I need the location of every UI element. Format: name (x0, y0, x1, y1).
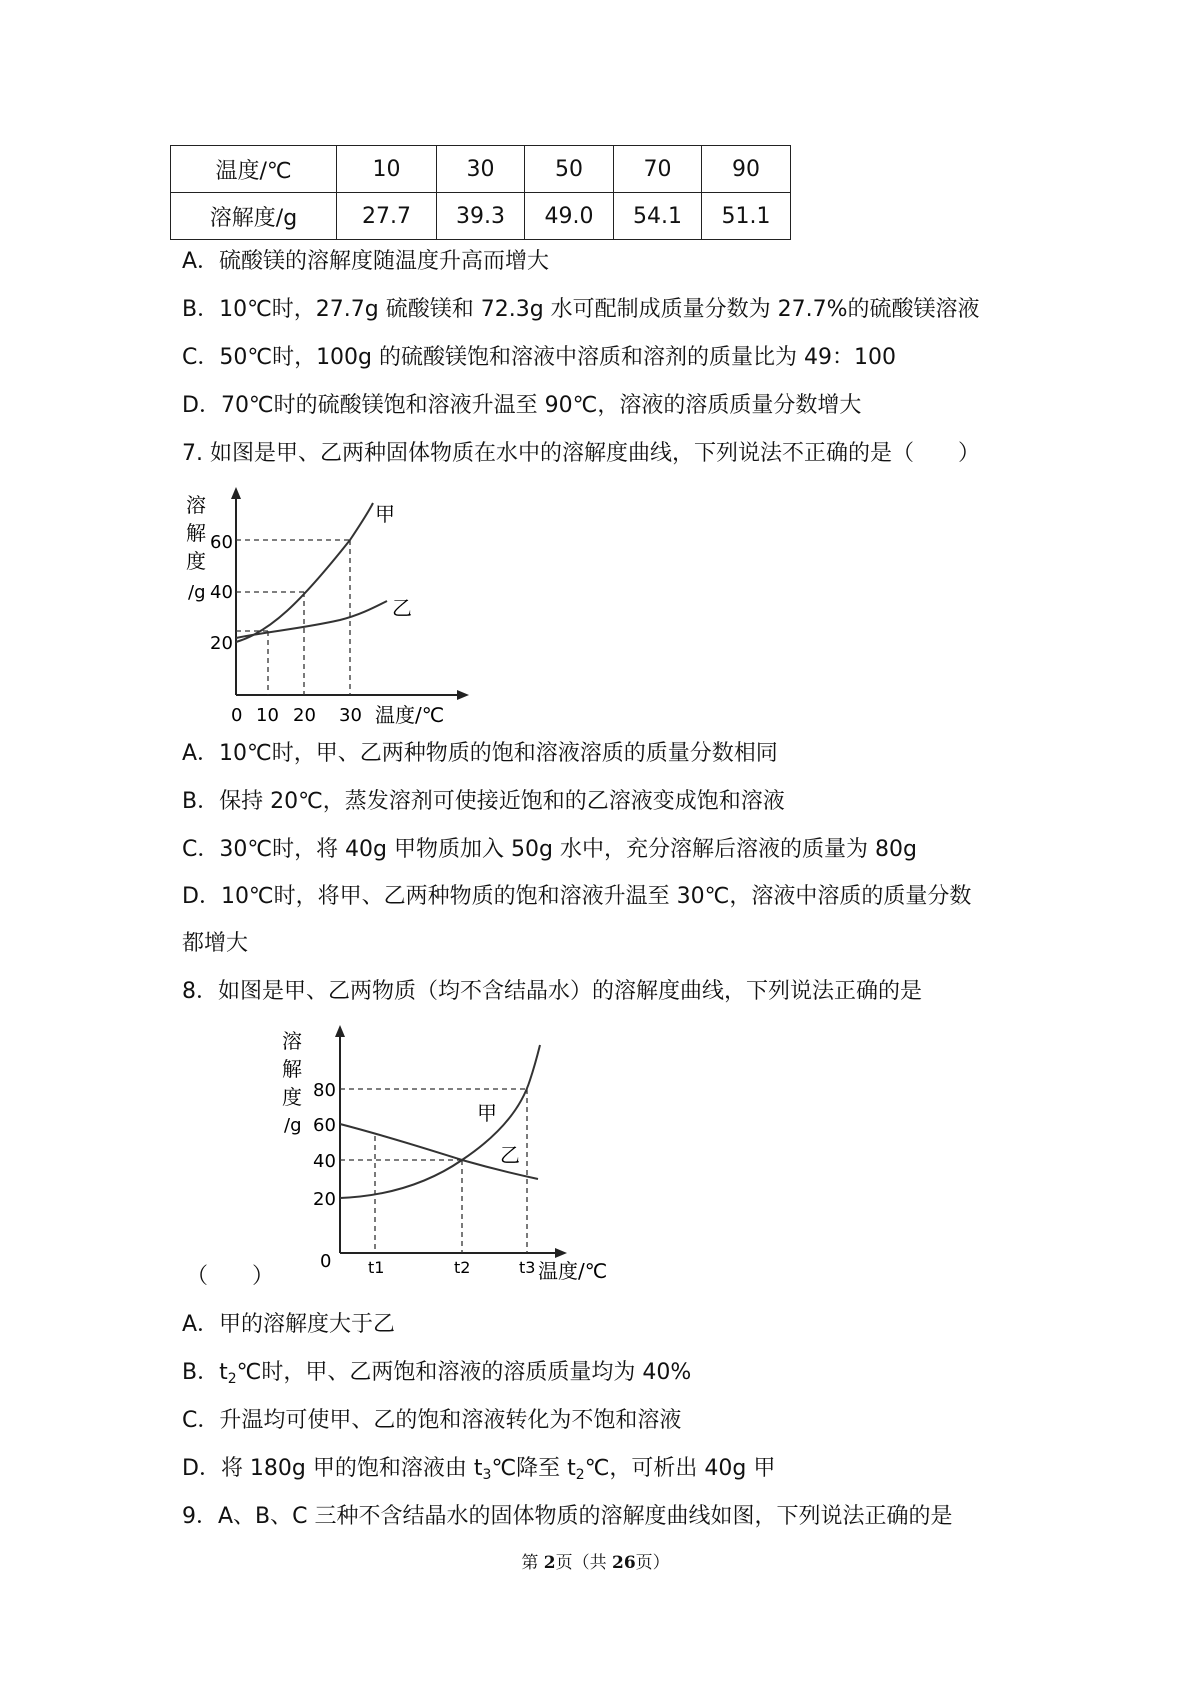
y-axis-arrow-icon (231, 487, 241, 499)
table-header-solubility: 溶解度/g (171, 193, 337, 240)
subscript: 2 (575, 1467, 585, 1483)
q8-solubility-figure (280, 1020, 620, 1285)
table-cell: 90 (702, 146, 791, 193)
x-tick-label: 10 (256, 705, 279, 726)
x-axis-label: 温度/℃ (375, 703, 445, 727)
q6-option-d: D．70℃时的硫酸镁饱和溶液升温至 90℃，溶液的溶质质量分数增大 (182, 393, 862, 418)
y-axis-label-char: 度 (186, 549, 206, 573)
x-axis-arrow-icon (555, 1248, 567, 1258)
q9-stem: 9．A、B、C 三种不含结晶水的固体物质的溶解度曲线如图，下列说法正确的是 (182, 1504, 953, 1529)
q6-option-c: C．50℃时，100g 的硫酸镁饱和溶液中溶质和溶剂的质量比为 49：100 (182, 345, 896, 370)
q8-option-d (182, 1454, 775, 1490)
subscript: 3 (482, 1467, 492, 1483)
y-axis-arrow-icon (335, 1025, 345, 1037)
table-cell: 10 (337, 146, 437, 193)
q6-option-a: A．硫酸镁的溶解度随温度升高而增大 (182, 249, 550, 274)
footer-text: 第 (521, 1553, 544, 1573)
table-row (171, 193, 791, 240)
y-tick-label: 20 (313, 1189, 336, 1210)
y-axis-label-char: /g (188, 582, 206, 603)
x-tick-label-origin: 0 (320, 1251, 332, 1272)
y-tick-label: 40 (313, 1151, 336, 1172)
y-tick-label: 20 (210, 633, 233, 654)
q7-solubility-figure (180, 485, 480, 735)
table-cell: 27.7 (337, 193, 437, 240)
table-header-temperature: 温度/℃ (171, 146, 337, 193)
q8-option-b-text: ℃时，甲、乙两饱和溶液的溶质质量均为 40% (236, 1360, 692, 1385)
q8-stem: 8．如图是甲、乙两物质（均不含结晶水）的溶解度曲线，下列说法正确的是 (182, 979, 922, 1004)
q8-option-d-text: D．将 180g 甲的饱和溶液由 t (182, 1456, 483, 1481)
q7-stem: 7. 如图是甲、乙两种固体物质在水中的溶解度曲线，下列说法不正确的是（ ） (182, 441, 980, 466)
y-axis-label-char: 解 (282, 1057, 302, 1081)
q8-option-b-text: B．t (182, 1360, 228, 1385)
x-tick-label: t1 (368, 1258, 385, 1277)
x-tick-label: t3 (519, 1258, 536, 1277)
subscript: 2 (227, 1371, 237, 1387)
table-cell: 70 (614, 146, 702, 193)
q8-option-c: C．升温均可使甲、乙的饱和溶液转化为不饱和溶液 (182, 1408, 682, 1433)
page-total: 26 (611, 1553, 636, 1573)
y-axis-label-char: 解 (186, 521, 206, 545)
y-tick-label: 60 (313, 1115, 336, 1136)
q8-option-a: A．甲的溶解度大于乙 (182, 1312, 396, 1337)
table-cell: 30 (437, 146, 525, 193)
q7-option-a: A．10℃时，甲、乙两种物质的饱和溶液溶质的质量分数相同 (182, 741, 778, 766)
table-cell: 39.3 (437, 193, 525, 240)
y-axis-label-char: 溶 (282, 1029, 302, 1053)
q7-option-d-continued: 都增大 (182, 931, 249, 956)
q6-option-b: B．10℃时，27.7g 硫酸镁和 72.3g 水可配制成质量分数为 27.7%的硫酸镁溶液 (182, 297, 980, 322)
y-tick-label: 40 (210, 582, 233, 603)
series-label-yi: 乙 (392, 596, 412, 620)
q7-option-d: D．10℃时，将甲、乙两种物质的饱和溶液升温至 30℃，溶液中溶质的质量分数 (182, 884, 972, 909)
series-label-yi: 乙 (500, 1143, 520, 1167)
x-tick-label: 20 (293, 705, 316, 726)
q8-option-d-text: ℃降至 t (491, 1456, 576, 1481)
x-tick-label: 0 (231, 705, 243, 726)
series-label-jia: 甲 (477, 1101, 497, 1125)
y-axis-label-char: /g (284, 1115, 302, 1136)
x-tick-label: 30 (339, 705, 362, 726)
y-tick-label: 80 (313, 1080, 336, 1101)
x-axis-arrow-icon (457, 690, 469, 700)
table-row (171, 146, 791, 193)
q7-option-b: B．保持 20℃，蒸发溶剂可使接近饱和的乙溶液变成饱和溶液 (182, 789, 785, 814)
series-label-jia: 甲 (375, 502, 395, 526)
y-axis-label-char: 溶 (186, 493, 206, 517)
page-number: 2 (543, 1553, 556, 1573)
footer-text: 页） (635, 1553, 670, 1573)
guide-lines (236, 540, 350, 695)
table-cell: 49.0 (525, 193, 614, 240)
solubility-table (170, 145, 791, 240)
y-tick-label: 60 (210, 532, 233, 553)
guide-lines (340, 1089, 527, 1253)
x-tick-label: t2 (454, 1258, 471, 1277)
curve-jia (340, 1045, 540, 1198)
footer-text: 页（共 (555, 1553, 612, 1573)
q7-option-c: C．30℃时，将 40g 甲物质加入 50g 水中，充分溶解后溶液的质量为 80g (182, 837, 917, 862)
page-footer (0, 1548, 1191, 1573)
q8-option-b (182, 1358, 691, 1394)
table-cell: 54.1 (614, 193, 702, 240)
x-axis-label: 温度/℃ (538, 1259, 608, 1283)
q8-option-d-text: ℃，可析出 40g 甲 (584, 1456, 776, 1481)
table-cell: 51.1 (702, 193, 791, 240)
q8-answer-paren: （ ） (186, 1264, 275, 1289)
y-axis-label-char: 度 (282, 1085, 302, 1109)
table-cell: 50 (525, 146, 614, 193)
